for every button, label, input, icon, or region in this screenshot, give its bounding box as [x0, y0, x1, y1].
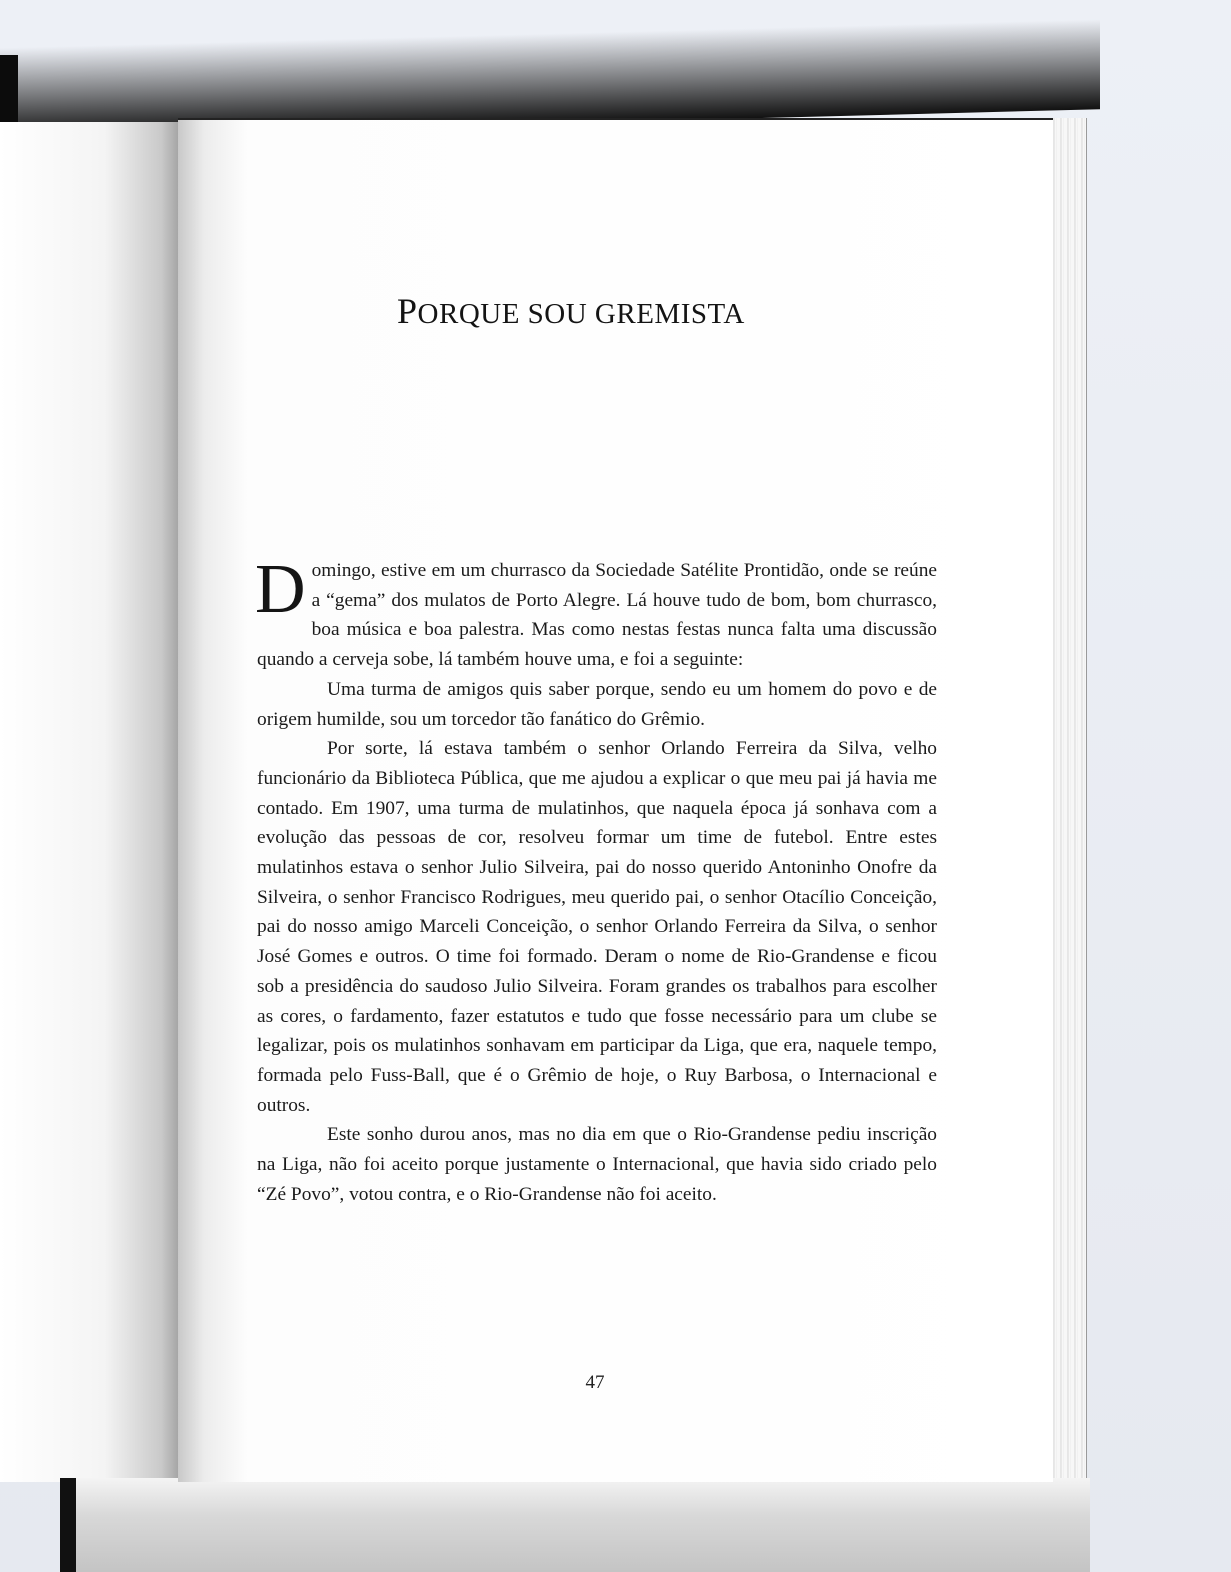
drop-cap: D — [255, 551, 306, 628]
chapter-body — [255, 551, 937, 1209]
paragraph-1 — [255, 551, 937, 675]
chapter-title-initial: P — [397, 291, 418, 331]
paragraph-1-text: omingo, estive em um churrasco da Sociedade Satélite Prontidão, onde se reúne a “gema” dos mulatos de Porto Alegre. Lá houve tudo de bom, bom churrasco, boa música e boa palestra. Mas como nestas festas nunca falta uma discussão quando a cerveja sobe, lá também houve uma, e foi a seguinte: — [257, 560, 937, 671]
paragraph-2: Uma turma de amigos quis saber porque, sendo eu um homem do povo e de origem humilde, sou um torcedor tão fanático do Grêmio. — [257, 678, 937, 730]
left-page-edge — [0, 122, 190, 1482]
book-bottom-spine — [60, 1478, 76, 1572]
chapter-title-rest: ORQUE SOU GREMISTA — [417, 298, 745, 330]
book-bottom-shadow — [60, 1478, 1090, 1572]
page-number: 47 — [585, 1372, 605, 1393]
paragraph-3: Por sorte, lá estava também o senhor Orlando Ferreira da Silva, velho funcionário da Biblioteca Pública, que me ajudou a explicar o que meu pai já havia me contado. Em 1907, uma turma de mulatinhos, que naquela época já sonhava com a evolução das pessoas de cor, resolveu formar um time de futebol. Entre estes mulatinhos estava o senhor Julio Silveira, pai do nosso querido Antoninho Onofre da Silveira, o senhor Francisco Rodrigues, meu querido pai, o senhor Otacílio Conceição, pai do nosso amigo Marceli Conceição, o senhor Orlando Ferreira da Silva, o senhor José Gomes e outros. O time foi formado. Deram o nome de Rio-Grandense e ficou sob a presidência do saudoso Julio Silveira. Foram grandes os trabalhos para escolher as cores, o fardamento, fazer estatutos e tudo que fosse necessário para um clube se legalizar, pois os mulatinhos sonhavam em participar da Liga, que era, naquele tempo, formada pelo Fuss-Ball, que é o Grêmio de hoje, o Ruy Barbosa, o Internacional e outros. — [257, 738, 937, 1116]
page-stack-edges — [1050, 118, 1087, 1478]
paragraph-4: Este sonho durou anos, mas no dia em que o Rio-Grandense pediu inscrição na Liga, não foi aceito porque justamente o Internacional, que havia sido criado pelo “Zé Povo”, votou contra, e o Rio-Grandense não foi aceito. — [257, 1124, 937, 1205]
chapter-title — [397, 290, 817, 332]
